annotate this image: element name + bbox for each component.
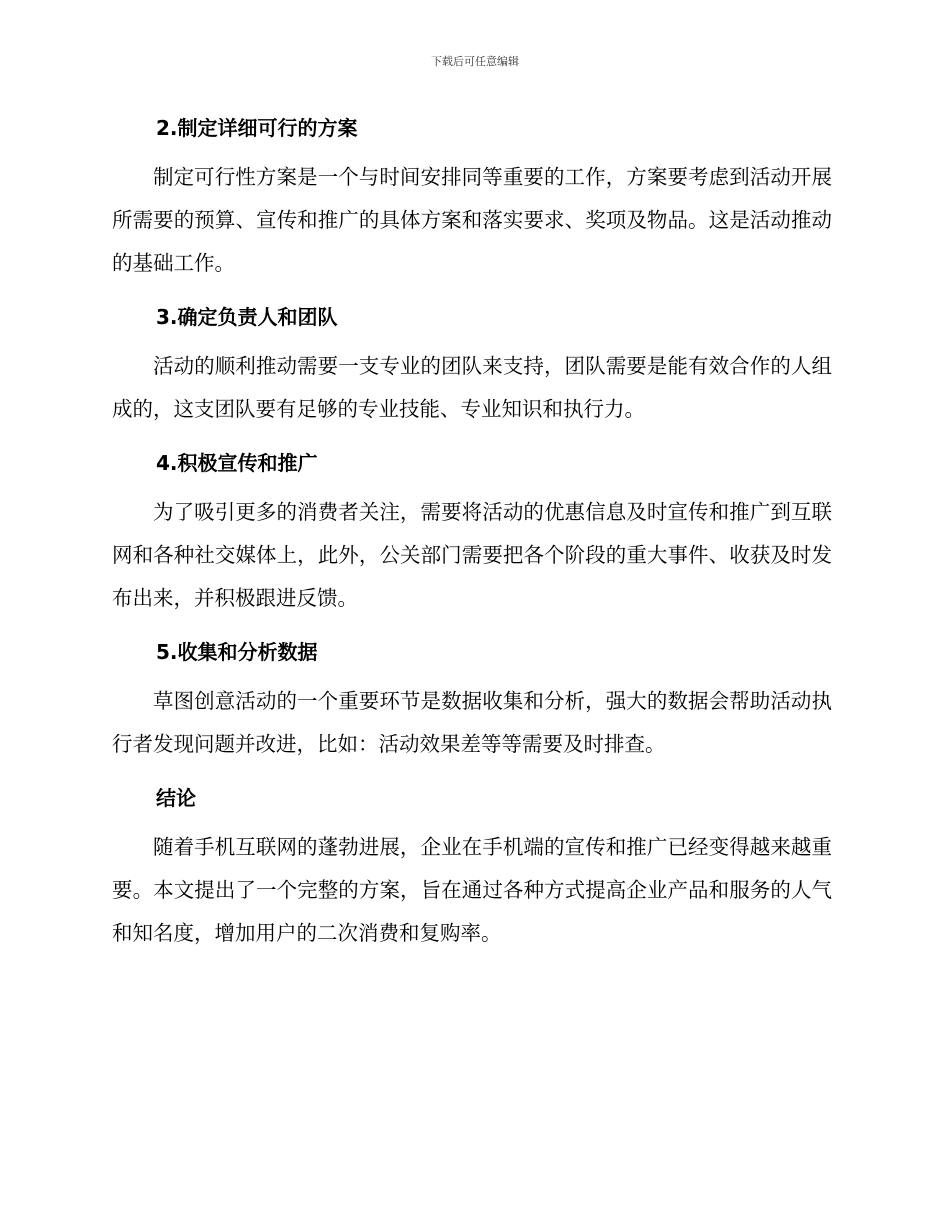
section-heading: 2.制定详细可行的方案	[156, 116, 358, 140]
section-heading: 3.确定负责人和团队	[156, 305, 338, 329]
section-team	[112, 297, 832, 431]
section-conclusion	[112, 778, 832, 955]
section-paragraph: 活动的顺利推动需要一支专业的团队来支持，团队需要是能有效合作的人组成的，这支团队要有足够的专业技能、专业知识和执行力。	[112, 354, 832, 421]
section-paragraph: 草图创意活动的一个重要环节是数据收集和分析，强大的数据会帮助活动执行者发现问题并改进，比如：活动效果差等等需要及时排查。	[112, 689, 832, 756]
section-plan	[112, 108, 832, 285]
section-heading: 4.积极宣传和推广	[156, 451, 318, 475]
page-header: 下载后可任意编辑	[431, 55, 519, 68]
section-heading: 5.收集和分析数据	[156, 640, 318, 664]
document-body	[112, 108, 832, 967]
section-data	[112, 632, 832, 766]
section-promotion	[112, 443, 832, 620]
section-paragraph: 为了吸引更多的消费者关注，需要将活动的优惠信息及时宣传和推广到互联网和各种社交媒体上，此外，公关部门需要把各个阶段的重大事件、收获及时发布出来，并积极跟进反馈。	[112, 500, 832, 610]
section-paragraph: 制定可行性方案是一个与时间安排同等重要的工作，方案要考虑到活动开展所需要的预算、宣传和推广的具体方案和落实要求、奖项及物品。这是活动推动的基础工作。	[112, 165, 832, 275]
section-paragraph: 随着手机互联网的蓬勃进展，企业在手机端的宣传和推广已经变得越来越重要。本文提出了一个完整的方案，旨在通过各种方式提高企业产品和服务的人气和知名度，增加用户的二次消费和复购率。	[112, 835, 832, 945]
section-heading: 结论	[156, 786, 196, 810]
